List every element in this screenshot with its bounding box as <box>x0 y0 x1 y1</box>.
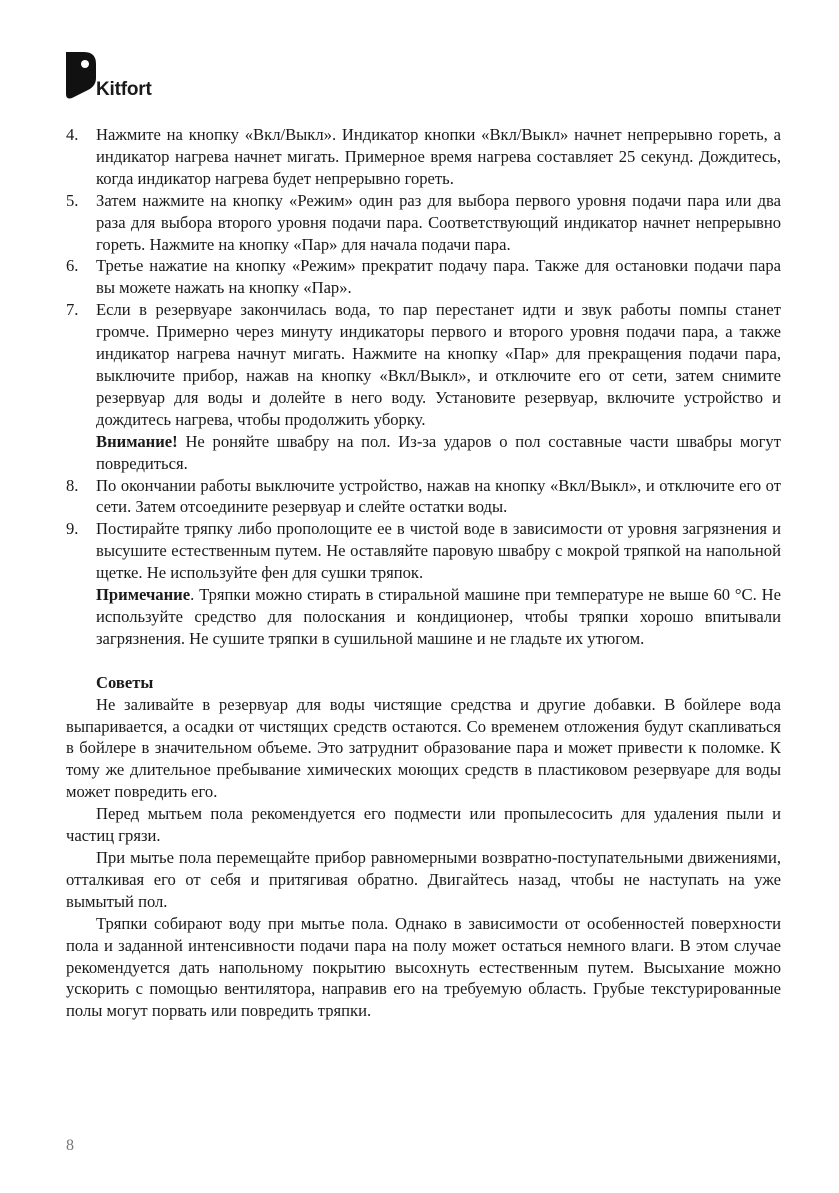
warning-text: Не роняйте швабру на пол. Из-за ударов о пол составные части швабры могут повредиться. <box>96 431 781 473</box>
step-item <box>66 124 781 190</box>
tips-paragraph: Не заливайте в резервуар для воды чистящие средства и другие добавки. В бойлере вода выпаривается, а осадки от чистящих средств остаются. Со временем отложения будут скапливаться в бойлере в значительном объеме. Это затруднит образование пара и может привести к поломке. К тому же длительное пребывание химических моющих средств в пластиковом резервуаре для воды может повредить его. <box>66 694 781 802</box>
step-item <box>66 475 781 519</box>
step-item <box>66 518 781 649</box>
step-text: Затем нажмите на кнопку «Режим» один раз для выбора первого уровня подачи пара или два раза для выбора второго уровня подачи пара. Соответствующий индикатор начнет непрерывно гореть. Нажмите на кнопку «Пар» для начала подачи пара. <box>96 190 781 254</box>
warning-label: Внимание! <box>96 431 178 451</box>
tips-paragraph: Тряпки собирают воду при мытье пола. Однако в зависимости от особенностей поверхности пола и заданной интенсивности подачи пара на полу может остаться немного влаги. В этом случае рекомендуется дать напольному покрытию высохнуть естественным путем. Высыхание можно ускорить с помощью вентилятора, направив его на требуемую область. Грубые текстурированные полы могут порвать или повредить тряпки. <box>66 913 781 1021</box>
instruction-steps <box>66 124 781 650</box>
step-number: 9. <box>66 519 79 539</box>
step-number: 7. <box>66 300 79 320</box>
page-number: 8 <box>66 1137 74 1154</box>
step-text: Нажмите на кнопку «Вкл/Выкл». Индикатор кнопки «Вкл/Выкл» начнет непрерывно гореть, а индикатор нагрева начнет мигать. Примерное время нагрева составляет 25 секунд. Дождитесь, когда индикатор нагрева будет непрерывно гореть. <box>96 125 781 188</box>
step-number: 6. <box>66 256 79 276</box>
page-content <box>66 124 781 1022</box>
step-number: 4. <box>66 125 79 144</box>
brand-name: Kitfort <box>96 79 152 100</box>
tips-heading: Советы <box>96 672 154 692</box>
tips-section <box>66 672 781 1023</box>
remark-note <box>96 584 781 650</box>
step-item <box>66 190 781 256</box>
step-number: 8. <box>66 475 79 495</box>
kitfort-logo-mark <box>66 52 96 100</box>
kitfort-logo <box>66 52 176 104</box>
step-text: Если в резервуаре закончилась вода, то пар перестанет идти и звук работы помпы станет громче. Примерно через минуту индикаторы первого и второго уровня подачи пара, а также индикатор нагрева начнут мигать. Нажмите на кнопку «Пар» для прекращения подачи пара, выключите прибор, нажав на кнопку «Вкл/Выкл», и отключите его от сети, затем снимите резервуар для воды и долейте в него воду. Установите резервуар, включите устройство и дождитесь нагрева, чтобы продолжить уборку. <box>96 300 781 429</box>
step-number: 5. <box>66 190 79 210</box>
tips-paragraph: При мытье пола перемещайте прибор равномерными возвратно-поступательными движениями, отталкивая его от себя и притягивая обратно. Двигайтесь назад, чтобы не наступать на уже вымытый пол. <box>66 848 781 911</box>
step-text: Третье нажатие на кнопку «Режим» прекратит подачу пара. Также для остановки подачи пара вы можете нажать на кнопку «Пар». <box>96 256 781 298</box>
step-item <box>66 299 781 474</box>
remark-label: Примечание <box>96 585 191 605</box>
warning-note <box>96 431 781 475</box>
step-item <box>66 255 781 299</box>
step-text: По окончании работы выключите устройство, нажав на кнопку «Вкл/Выкл», и отключите его от сети. Затем отсоедините резервуар и слейте остатки воды. <box>96 475 781 517</box>
tips-paragraph: Перед мытьем пола рекомендуется его подмести или пропылесосить для удаления пыли и частиц грязи. <box>66 804 781 846</box>
step-text: Постирайте тряпку либо прополощите ее в чистой воде в зависимости от уровня загрязнения и высушите естественным путем. Не оставляйте паровую швабру с мокрой тряпкой на напольной щетке. Не используйте фен для сушки тряпок. <box>96 519 781 583</box>
remark-text: . Тряпки можно стирать в стиральной машине при температуре не выше 60 °С. Не используйте средство для полоскания и кондиционер, чтобы тряпки хорошо впитывали загрязнения. Не сушите тряпки в сушильной машине и не гладьте их утюгом. <box>96 585 781 648</box>
